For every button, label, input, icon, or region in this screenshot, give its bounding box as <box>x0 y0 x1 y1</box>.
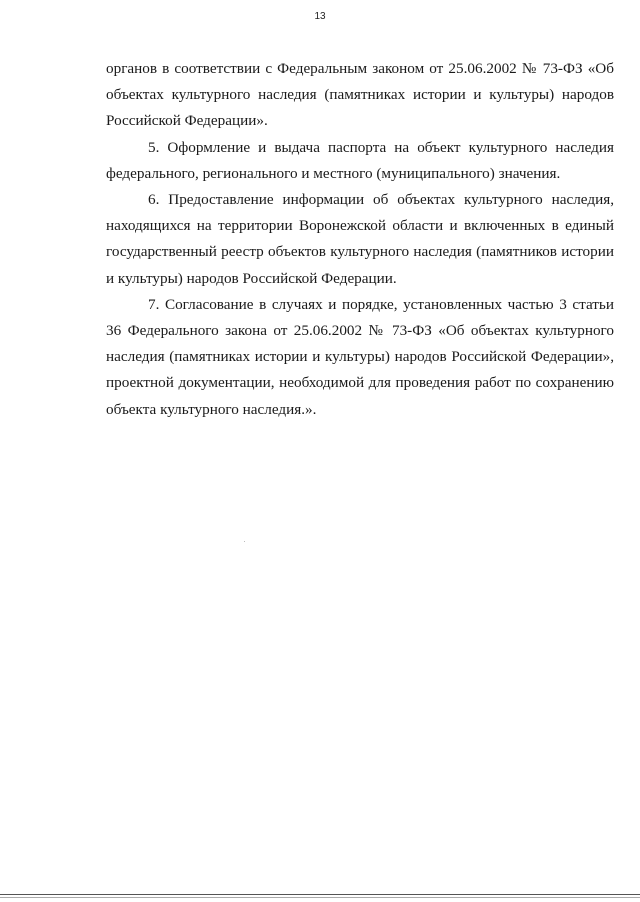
paragraph-item-7: 7. Согласование в случаях и порядке, установленных частью 3 статьи 36 Федерального закона от 25.06.2002 № 73-ФЗ «Об объектах культурного наследия (памятниках истории и культуры) народов Российской Федерации», проектной документации, необходимой для проведения работ по сохранению объекта культурного наследия.». <box>106 295 614 418</box>
scan-speck <box>244 541 245 542</box>
paragraph-item-5: 5. Оформление и выдача паспорта на объект культурного наследия федерального, регионального и местного (муниципального) значения. <box>106 138 614 182</box>
scan-edge-line-faint <box>0 897 640 898</box>
paragraph-item-6: 6. Предоставление информации об объектах культурного наследия, находящихся на территории Воронежской области и включенных в единый государственный реестр объектов культурного наследия (памятников истории и культуры) народов Российской Федерации. <box>106 191 614 287</box>
document-body <box>106 56 614 423</box>
paragraph-continuation: органов в соответствии с Федеральным законом от 25.06.2002 № 73-ФЗ «Об объектах культурного наследия (памятниках истории и культуры) народов Российской Федерации». <box>106 60 614 130</box>
page-number: 13 <box>314 11 326 22</box>
scan-edge-line <box>0 894 640 895</box>
